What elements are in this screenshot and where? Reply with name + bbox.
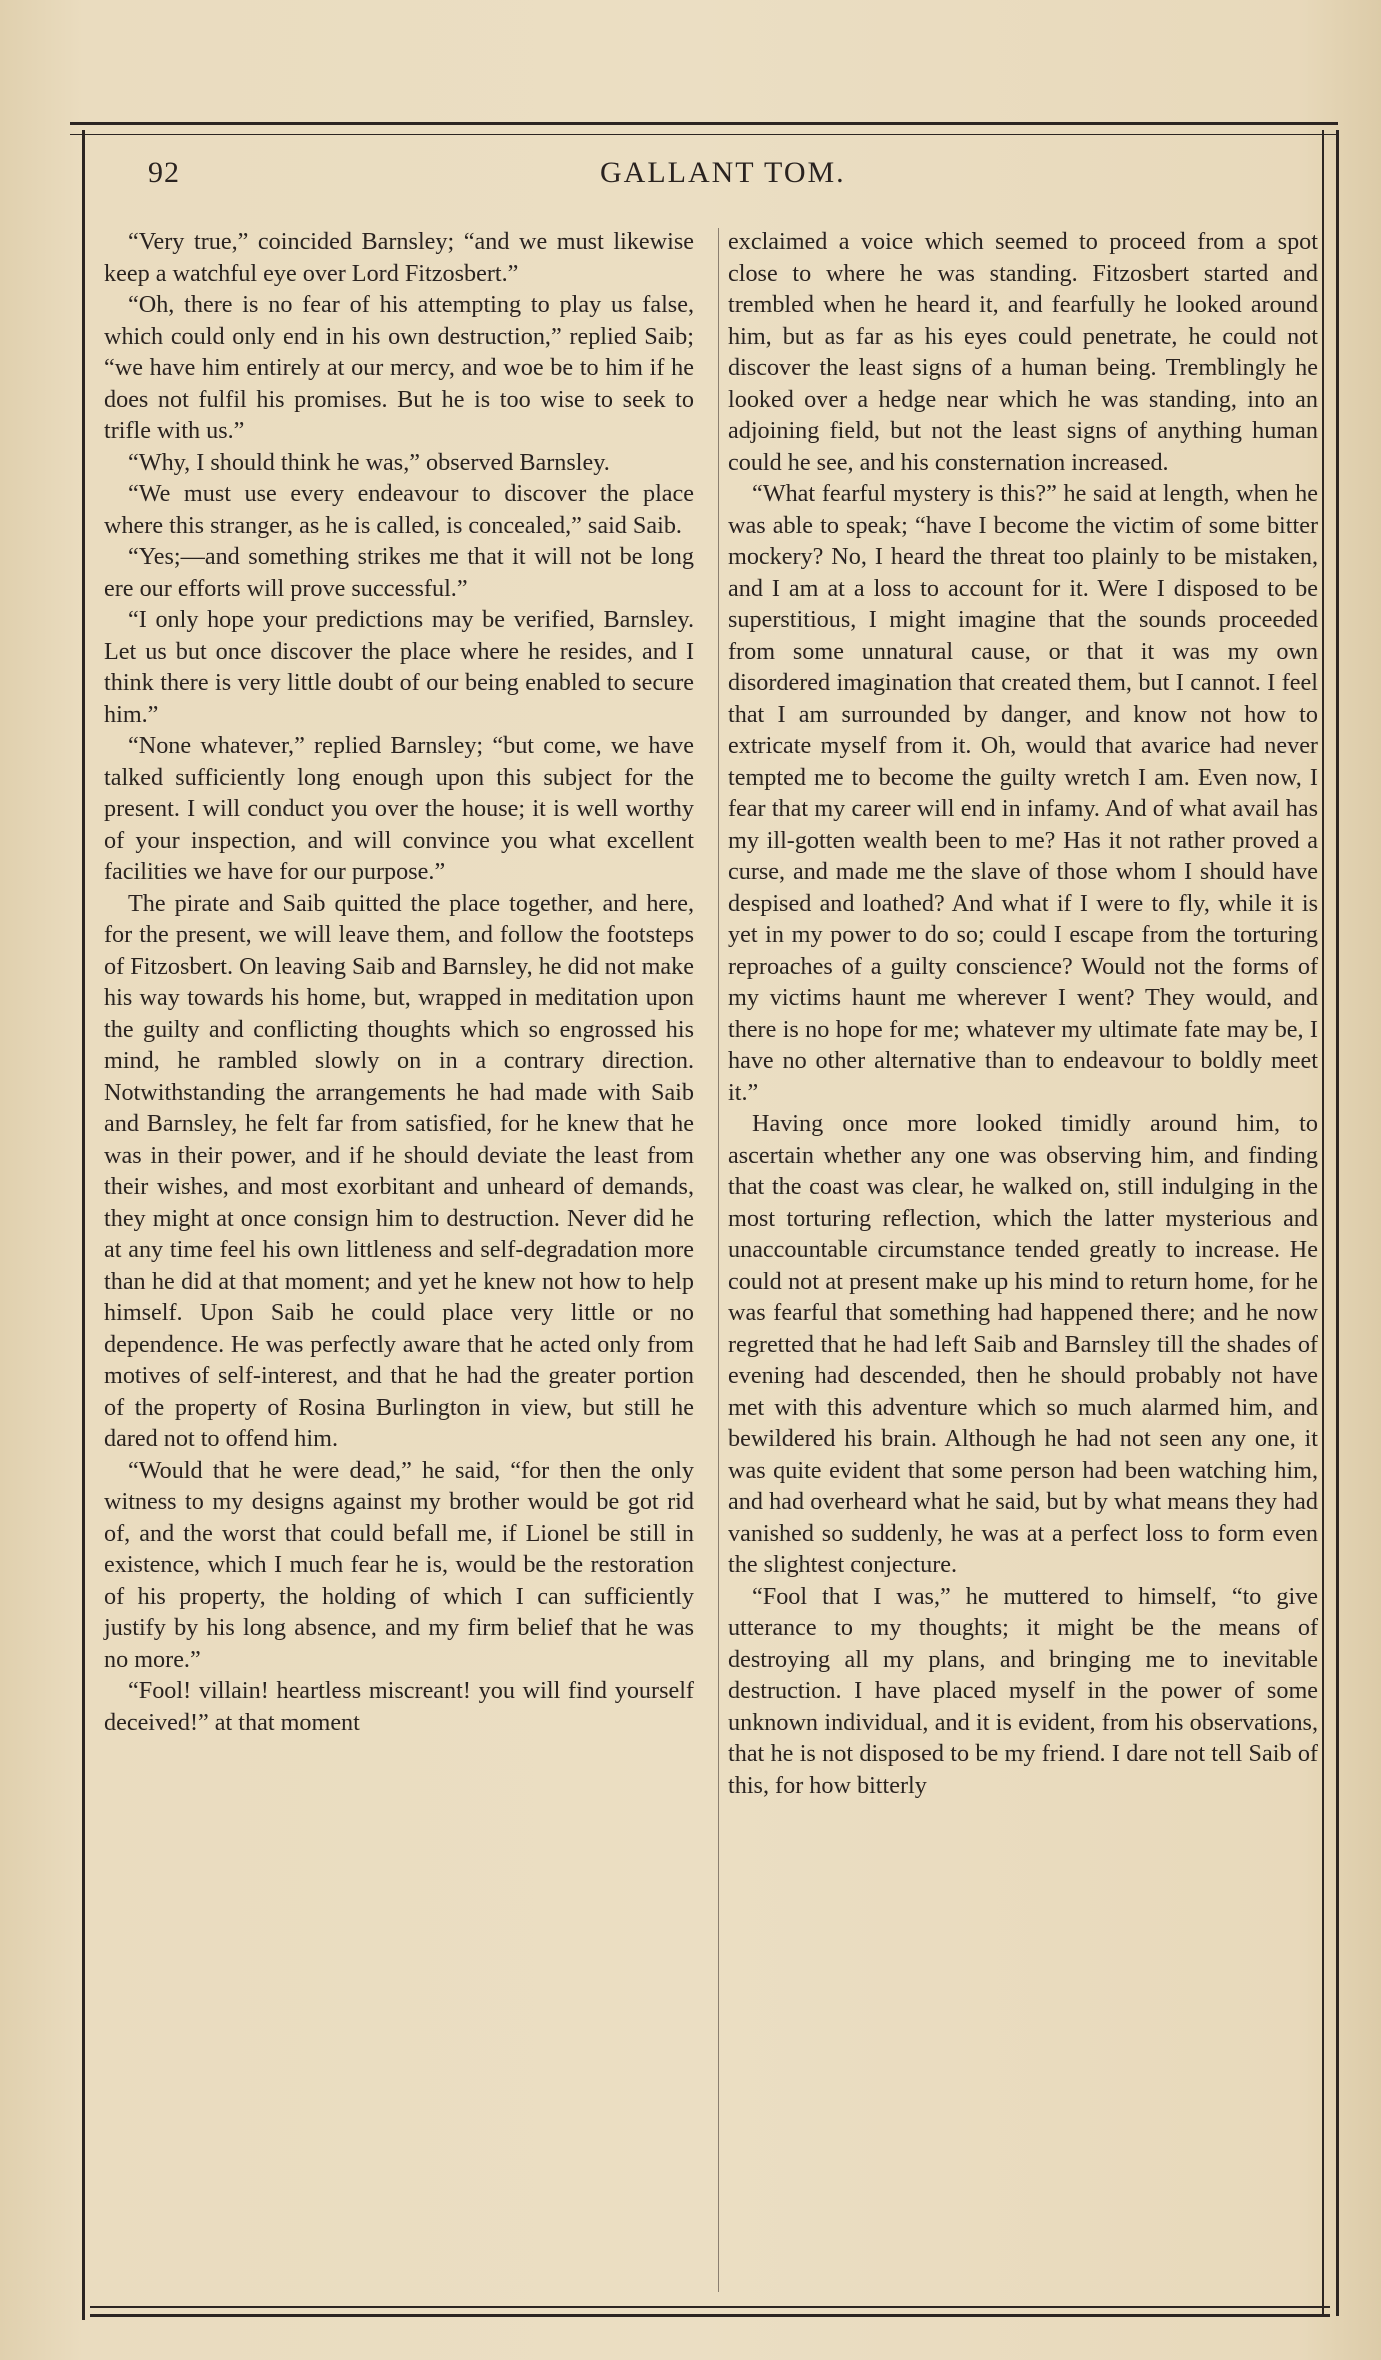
paragraph: “We must use every endeavour to discover the place where this stranger, as he is called, is concealed,” said Saib. [104,480,694,539]
bottom-rule-thin [90,2306,1330,2308]
left-border-rule [82,130,85,2320]
paragraph: “Very true,” coincided Barnsley; “and we must likewise keep a watchful eye over Lord Fitzosbert.” [104,228,694,287]
paragraph: “Fool that I was,” he muttered to himself, “to give utterance to my thoughts; it might be the means of destroying all my plans, and bringing me to inevitable destruction. I have placed myself in the power of some unknown individual, and it is evident, from his observations, that he is not disposed to be my friend. I dare not tell Saib of this, for how bitterly [728,1582,1318,1799]
right-border-rule-inner [1322,130,1324,2316]
paragraph: “None whatever,” replied Barnsley; “but come, we have talked sufficiently long enough upon this subject for the present. I will conduct you over the house; it is well worthy of your inspection, and will convince you what excellent facilities we have for our purpose.” [104,732,694,885]
paragraph: exclaimed a voice which seemed to proceed from a spot close to where he was standing. Fitzosbert started and trembled when he heard it, and fearfully he looked around him, but as far as his eyes could penetrate, he could not discover the least signs of a human being. Tremblingly he looked over a hedge near which he was standing, into an adjoining field, but not the least signs of anything human could he see, and his consternation increased. [728,228,1318,476]
page-number: 92 [148,156,180,189]
column-divider [718,228,719,2292]
top-rule-thin [70,134,1338,135]
right-column [728,226,1318,1801]
left-column [104,226,694,1738]
bottom-rule-thick [90,2314,1330,2317]
paragraph: The pirate and Saib quitted the place together, and here, for the present, we will leave them, and follow the footsteps of Fitzosbert. On leaving Saib and Barnsley, he did not make his way towards his home, but, wrapped in meditation upon the guilty and conflicting thoughts which so engrossed his mind, he rambled slowly on in a contrary direction. Notwithstanding the arrangements he had made with Saib and Barnsley, he felt far from satisfied, for he knew that he was in their power, and if he should deviate the least from their wishes, and most exorbitant and unheard of demands, they might at once consign him to destruction. Never did he at any time feel his own littleness and self-degradation more than he did at that moment; and yet he knew not how to help himself. Upon Saib he could place very little or no dependence. He was perfectly aware that he acted only from motives of self-interest, and that he had the greater portion of the property of Rosina Burlington in view, but still he dared not to offend him. [104,889,694,1452]
paragraph: “Fool! villain! heartless miscreant! you will find yourself deceived!” at that moment [104,1677,694,1736]
paragraph: Having once more looked timidly around him, to ascertain whether any one was observing him, and finding that the coast was clear, he walked on, still indulging in the most torturing reflection, which the latter mysterious and unaccountable circumstance tended greatly to increase. He could not at present make up his mind to return home, for he was fearful that something had happened there; and he now regretted that he had left Saib and Barnsley till the shades of evening had descended, then he should probably not have met with this adventure which so much alarmed him, and bewildered his brain. Although he had not seen any one, it was quite evident that some person had been watching him, and had overheard what he said, but by what means they had vanished so suddenly, he was at a perfect loss to form even the slightest conjecture. [728,1110,1318,1578]
page-header [140,156,1320,200]
running-title: GALLANT TOM. [600,156,846,189]
paragraph: “Yes;—and something strikes me that it will not be long ere our efforts will prove successful.” [104,543,694,602]
paragraph: “Why, I should think he was,” observed Barnsley. [128,448,610,476]
paragraph: “Oh, there is no fear of his attempting to play us false, which could only end in his own destruction,” replied Saib; “we have him entirely at our mercy, and woe be to him if he does not fulfil his promises. But he is too wise to seek to trifle with us.” [104,291,694,444]
right-border-rule-outer [1336,130,1339,2316]
paragraph: “Would that he were dead,” he said, “for then the only witness to my designs against my brother would be got rid of, and the worst that could befall me, if Lionel be still in existence, which I much fear he is, would be the restoration of his property, the holding of which I can sufficiently justify by his long absence, and my firm belief that he was no more.” [104,1456,694,1673]
paragraph: “What fearful mystery is this?” he said at length, when he was able to speak; “have I become the victim of some bitter mockery? No, I heard the threat too plainly to be mistaken, and I am at a loss to account for it. Were I disposed to be superstitious, I might imagine that the sounds proceeded from some unnatural cause, or that it was my own disordered imagination that created them, but I cannot. I feel that I am surrounded by danger, and know not how to extricate myself from it. Oh, would that avarice had never tempted me to become the guilty wretch I am. Even now, I fear that my career will end in infamy. And of what avail has my ill-gotten wealth been to me? Has it not rather proved a curse, and made me the slave of those whom I should have despised and loathed? And what if I were to fly, while it is yet in my power to do so; could I escape from the torturing reproaches of a guilty conscience? Would not the forms of my victims haunt me wherever I went? They would, and there is no hope for me; whatever my ultimate fate may be, I have no other alternative than to endeavour to boldly meet it.” [728,480,1318,1106]
top-rule-thick [70,122,1338,125]
paragraph: “I only hope your predictions may be verified, Barnsley. Let us but once discover the place where he resides, and I think there is very little doubt of our being enabled to secure him.” [104,606,694,728]
